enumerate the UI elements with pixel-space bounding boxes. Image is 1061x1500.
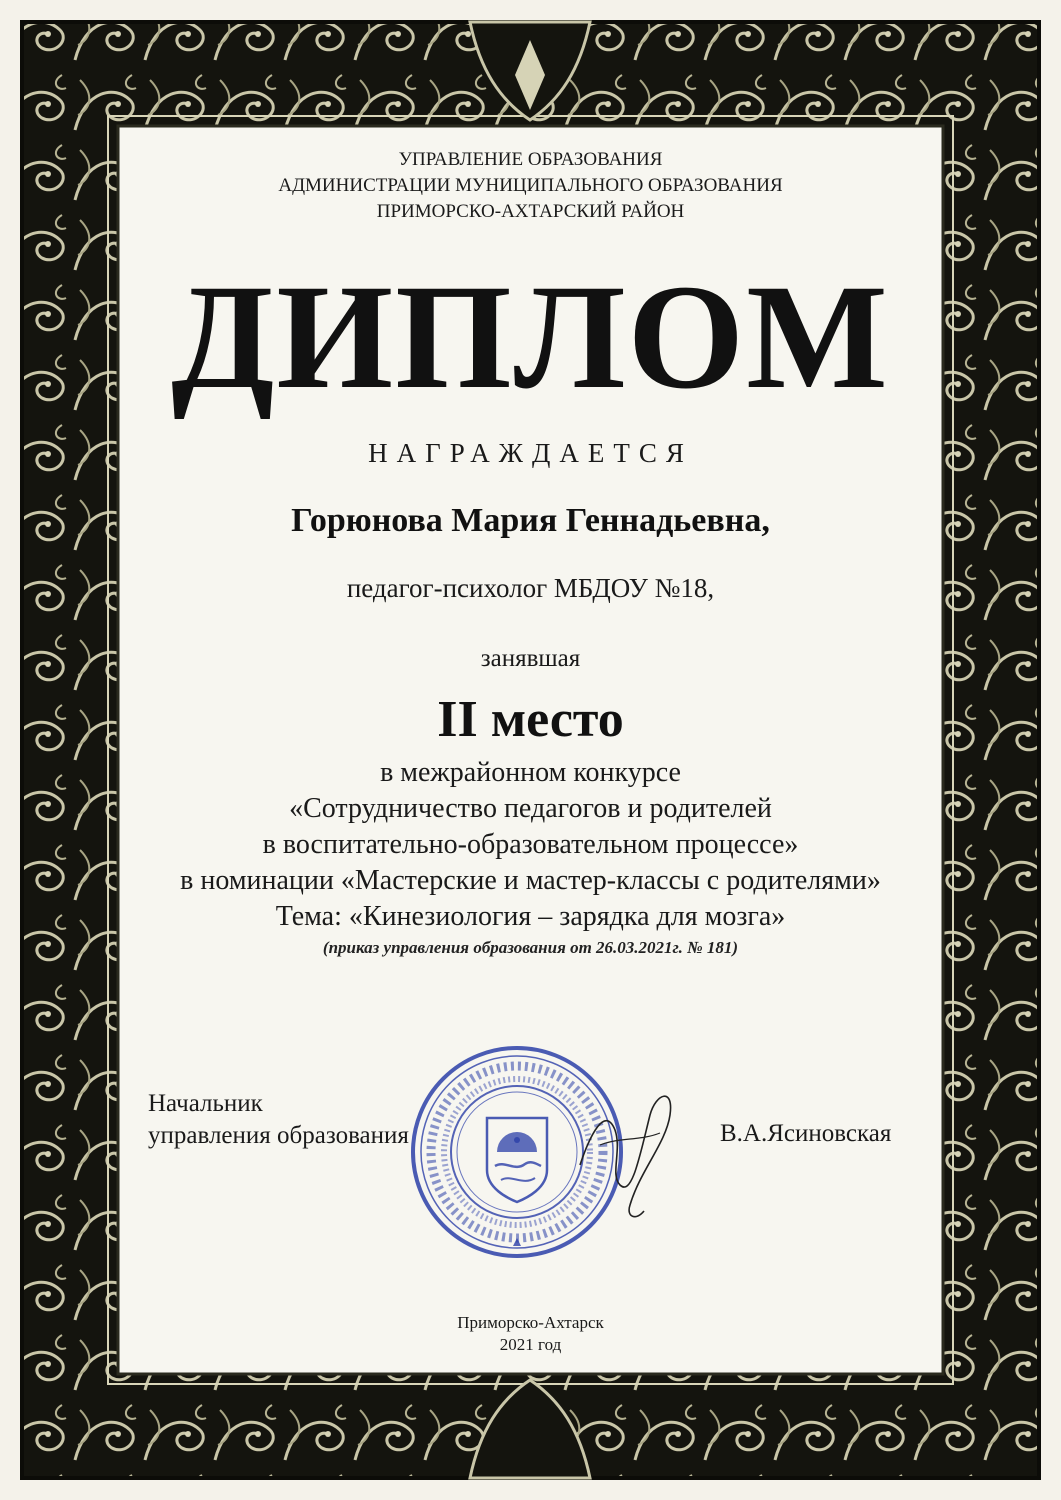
contest-description: [0, 755, 1061, 935]
order-note: (приказ управления образования от 26.03.2021г. № 181): [322, 938, 739, 957]
recipient-position: педагог-психолог МБДОУ №18,: [346, 573, 715, 603]
footer-year: 2021 год: [499, 1335, 562, 1354]
contest-line-2: «Сотрудничество педагогов и родителей: [289, 793, 772, 824]
issuer-line-1: УПРАВЛЕНИЕ ОБРАЗОВАНИЯ: [398, 149, 663, 170]
issuer-line-2: АДМИНИСТРАЦИИ МУНИЦИПАЛЬНОГО ОБРАЗОВАНИЯ: [278, 175, 783, 196]
signatory-title: [148, 1088, 409, 1152]
contest-line-3: в воспитательно-образовательном процессе»: [262, 829, 799, 860]
diploma-title: ДИПЛОМ: [171, 254, 890, 420]
footer-city: Приморско-Ахтарск: [457, 1313, 604, 1332]
contest-line-1: в межрайонном конкурсе: [380, 757, 681, 788]
signatory-title-line-2: управления образования: [148, 1122, 409, 1149]
issuer-line-3: ПРИМОРСКО-АХТАРСКИЙ РАЙОН: [376, 201, 685, 222]
contest-line-5: Тема: «Кинезиология – зарядка для мозга»: [275, 901, 786, 932]
footer: [0, 1312, 1061, 1356]
signatory-name: В.А.Ясиновская: [720, 1120, 892, 1147]
handwritten-signature: [570, 1075, 690, 1225]
took-label: занявшая: [480, 645, 581, 672]
signatory-title-line-1: Начальник: [148, 1090, 263, 1117]
place-heading: II место: [437, 691, 624, 748]
recipient-name: Горюнова Мария Геннадьевна,: [291, 502, 770, 539]
issuer-header: [0, 147, 1061, 225]
awarded-label: НАГРАЖДАЕТСЯ: [368, 438, 693, 468]
contest-line-4: в номинации «Мастерские и мастер-классы с родителями»: [180, 865, 881, 896]
